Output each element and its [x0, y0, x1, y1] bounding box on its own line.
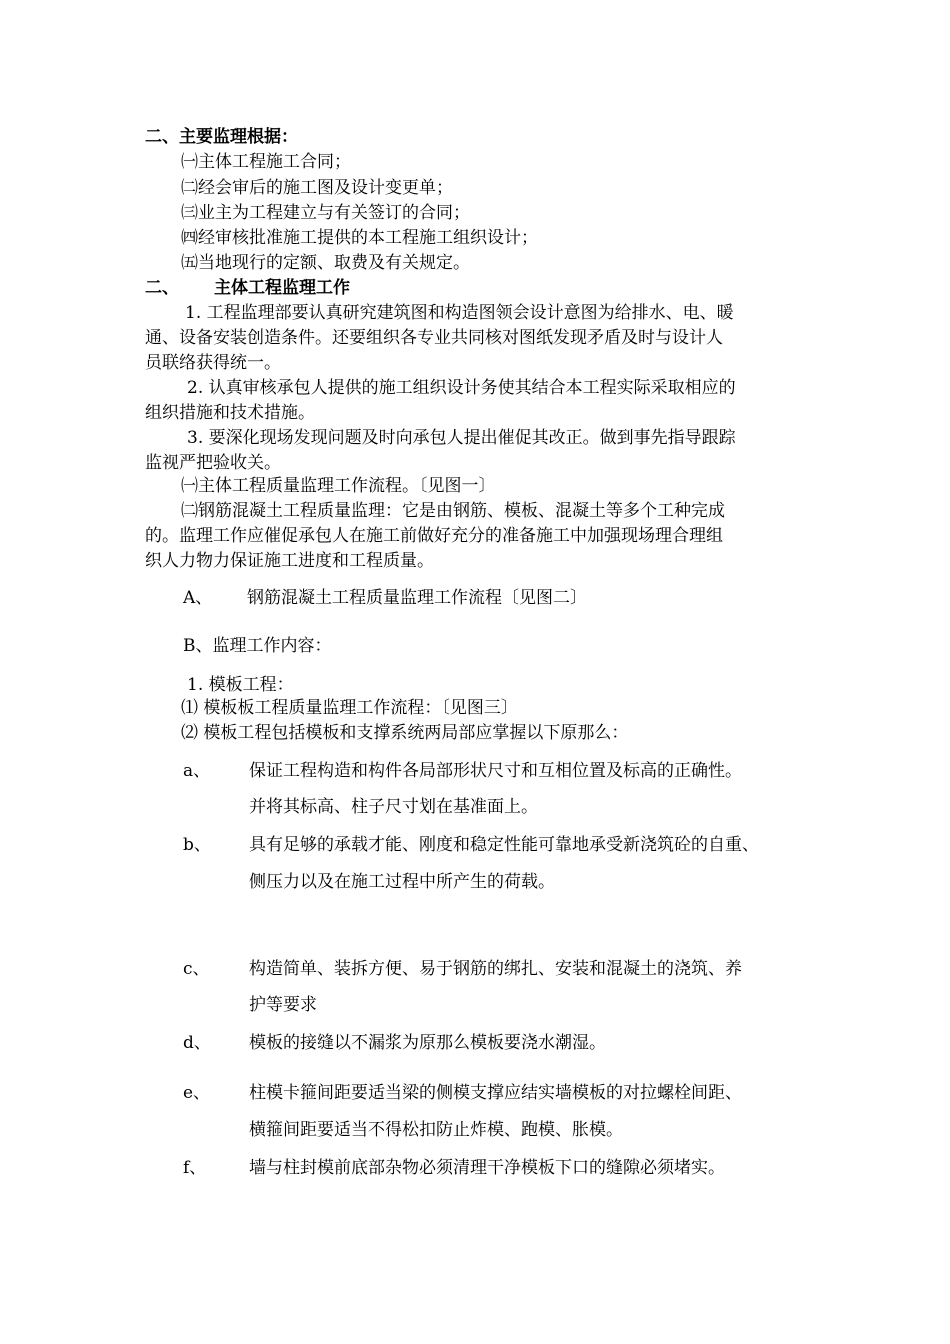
principle-d-label: d、	[183, 1033, 211, 1053]
principle-f-label: f、	[183, 1158, 207, 1178]
basis-item-3: ㈢业主为工程建立与有关签订的合同；	[181, 203, 470, 223]
paragraph-3-line-1: 3. 要深化现场发现问题及时向承包人提出催促其改正。做到事先指导跟踪	[187, 428, 736, 448]
formwork-step-2: ⑵ 模板工程包括模板和支撑系统两局部应掌握以下原那么：	[181, 723, 629, 743]
paragraph-1-line-1: 1. 工程监理部要认真研究建筑图和构造图领会设计意图为给排水、电、暖	[185, 303, 734, 323]
principle-a-line-1: 保证工程构造和构件各局部形状尺寸和互相位置及标高的正确性。	[249, 761, 742, 781]
section2-title: 主体工程监理工作	[214, 278, 350, 298]
paragraph-1-line-3: 员联络获得统一。	[145, 353, 281, 373]
principle-b-line-2: 侧压力以及在施工过程中所产生的荷载。	[249, 872, 555, 892]
principle-f-line-1: 墙与柱封模前底部杂物必须清理干净模板下口的缝隙必须堵实。	[249, 1158, 725, 1178]
basis-item-1: ㈠主体工程施工合同；	[181, 152, 351, 172]
principle-b-label: b、	[183, 835, 211, 855]
paragraph-3-line-2: 监视严把验收关。	[145, 453, 281, 473]
principle-e-label: e、	[183, 1083, 211, 1103]
paragraph-5-line-1: ㈡钢筋混凝土工程质量监理：它是由钢筋、模板、混凝土等多个工种完成	[181, 501, 725, 521]
principle-a-label: a、	[183, 761, 211, 781]
section1-heading: 二、主要监理根据：	[145, 127, 298, 147]
part-b-heading: B、监理工作内容：	[183, 636, 332, 656]
formwork-step-1: ⑴ 模板板工程质量监理工作流程：〔见图三〕	[181, 698, 518, 718]
paragraph-2-line-1: 2. 认真审核承包人提供的施工组织设计务使其结合本工程实际采取相应的	[187, 378, 736, 398]
paragraph-1-line-2: 通、设备安装创造条件。还要组织各专业共同核对图纸发现矛盾及时与设计人	[145, 328, 723, 348]
basis-item-2: ㈡经会审后的施工图及设计变更单；	[181, 178, 453, 198]
paragraph-4: ㈠主体工程质量监理工作流程。〔见图一〕	[181, 476, 496, 496]
formwork-title: 1. 模板工程：	[187, 675, 294, 695]
paragraph-5-line-2: 的。监理工作应催促承包人在施工前做好充分的准备施工中加强现场理合理组	[145, 526, 723, 546]
principle-b-line-1: 具有足够的承载才能、刚度和稳定性能可靠地承受新浇筑砼的自重、	[249, 835, 759, 855]
paragraph-2-line-2: 组织措施和技术措施。	[145, 403, 315, 423]
principle-e-line-1: 柱模卡箍间距要适当梁的侧模支撑应结实墙模板的对拉螺栓间距、	[249, 1083, 742, 1103]
part-a-label: A、	[183, 588, 213, 608]
principle-e-line-2: 横箍间距要适当不得松扣防止炸模、跑模、胀模。	[249, 1120, 623, 1140]
principle-a-line-2: 并将其标高、柱子尺寸划在基准面上。	[249, 797, 538, 817]
principle-d-line-1: 模板的接缝以不漏浆为原那么模板要浇水潮湿。	[249, 1033, 606, 1053]
part-a-text: 钢筋混凝土工程质量监理工作流程〔见图二〕	[247, 588, 587, 608]
principle-c-line-1: 构造简单、装拆方便、易于钢筋的绑扎、安装和混凝土的浇筑、养	[249, 959, 742, 979]
principle-c-label: c、	[183, 959, 210, 979]
principle-c-line-2: 护等要求	[249, 995, 317, 1015]
section2-number: 二、	[145, 278, 179, 298]
basis-item-5: ㈤当地现行的定额、取费及有关规定。	[181, 253, 470, 273]
paragraph-5-line-3: 织人力物力保证施工进度和工程质量。	[145, 551, 434, 571]
basis-item-4: ㈣经审核批准施工提供的本工程施工组织设计；	[181, 228, 538, 248]
